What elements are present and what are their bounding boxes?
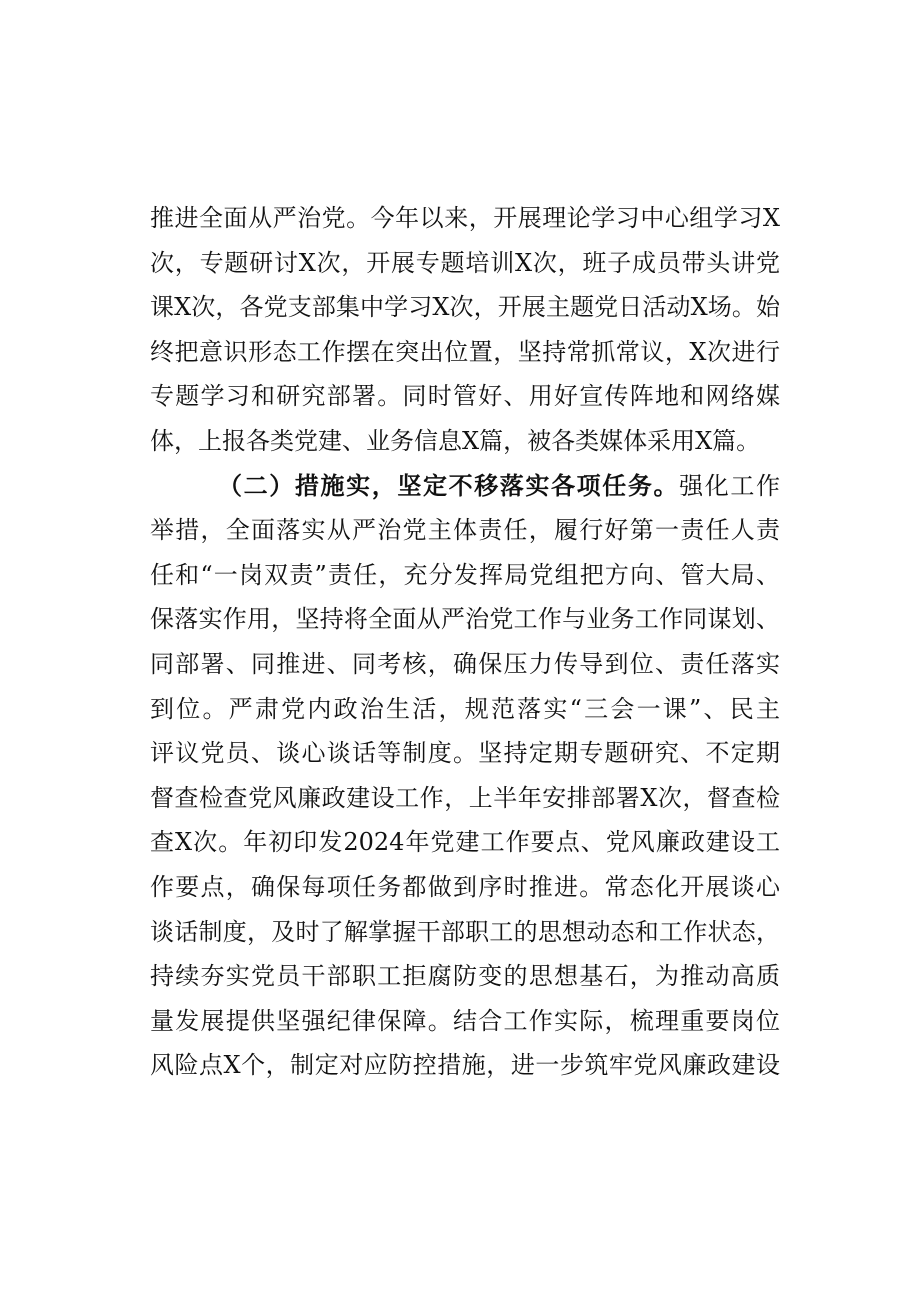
text-line: 体，上报各类党建、业务信息X篇，被各类媒体采用X篇。 [150, 426, 761, 455]
text-line [150, 464, 780, 509]
text-line: 同部署、同推进、同考核，确保压力传导到位、责任落实 [150, 649, 780, 678]
text-line: 持续夯实党员干部职工拒腐防变的思想基石，为推动高质 [150, 962, 780, 991]
text-line: 查X次。年初印发2024年党建工作要点、党风廉政建设工 [150, 828, 780, 857]
section-heading-continuation: 强化工作 [679, 471, 780, 500]
text-line: 保落实作用，坚持将全面从严治党工作与业务工作同谋划、 [150, 605, 780, 634]
text-line: 作要点，确保每项任务都做到序时推进。常态化开展谈心 [150, 872, 780, 901]
text-line: 课X次，各党支部集中学习X次，开展主题党日活动X场。始 [150, 293, 780, 322]
text-line: 推进全面从严治党。今年以来，开展理论学习中心组学习X [150, 204, 780, 232]
text-line: 终把意识形态工作摆在突出位置，坚持常抓常议，X次进行 [150, 337, 780, 366]
text-line: 任和“一岗双责”责任，充分发挥局党组把方向、管大局、 [150, 560, 780, 589]
text-line: 次，专题研讨X次，开展专题培训X次，班子成员带头讲党 [150, 248, 780, 277]
document-body [150, 196, 780, 1088]
text-line: 评议党员、谈心谈话等制度。坚持定期专题研究、不定期 [150, 739, 780, 768]
paragraph-1 [150, 196, 780, 464]
text-line: 到位。严肃党内政治生活，规范落实“三会一课”、民主 [150, 694, 780, 723]
text-line: 量发展提供坚强纪律保障。结合工作实际，梳理重要岗位 [150, 1006, 780, 1035]
paragraph-2 [150, 464, 780, 1088]
section-heading: （二）措施实，坚定不移落实各项任务。 [218, 470, 680, 500]
text-line: 督查检查党风廉政建设工作，上半年安排部署X次，督查检 [150, 783, 780, 812]
text-line: 风险点X个，制定对应防控措施，进一步筑牢党风廉政建设 [150, 1051, 780, 1080]
text-line: 专题学习和研究部署。同时管好、用好宣传阵地和网络媒 [150, 382, 780, 411]
text-line: 举措，全面落实从严治党主体责任，履行好第一责任人责 [150, 516, 780, 545]
text-line: 谈话制度，及时了解掌握干部职工的思想动态和工作状态， [150, 917, 780, 946]
